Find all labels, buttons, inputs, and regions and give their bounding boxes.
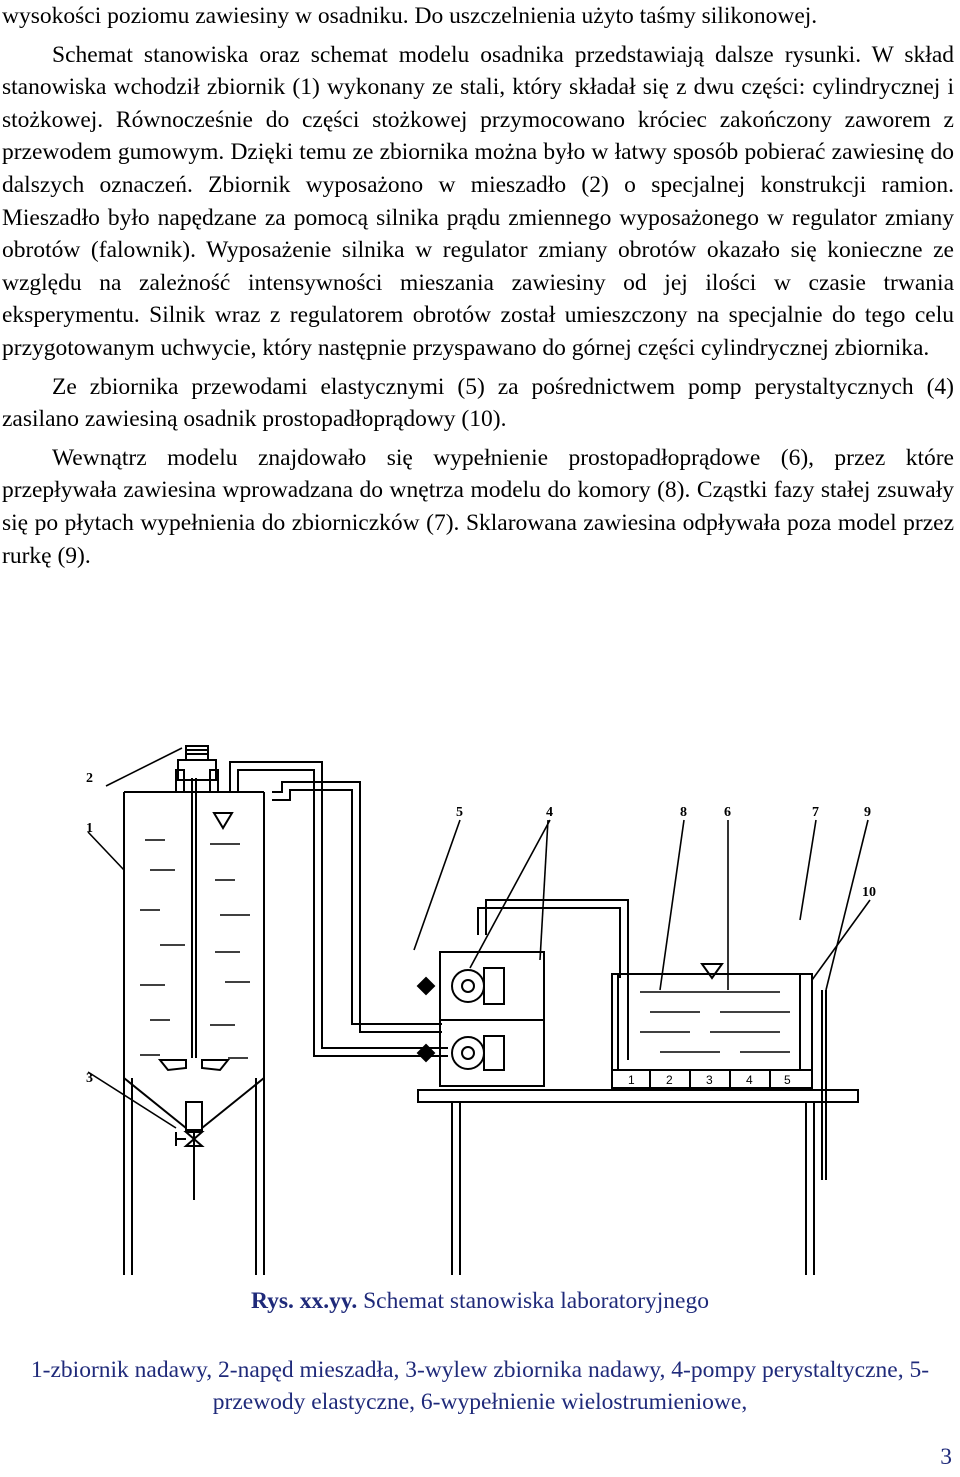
callout-label: 8 [680,805,687,820]
callout-label: 3 [86,1071,93,1086]
page-number: 3 [940,1444,952,1470]
callout-label: 2 [86,771,93,786]
lab-stand-diagram [0,720,960,1280]
callout-label: 5 [456,805,463,820]
compartment-label: 4 [746,1073,753,1087]
compartment-label: 5 [784,1073,791,1087]
figure-number: Rys. xx.yy. [250,1288,358,1314]
figure-title: Schemat stanowiska laboratoryjnego [357,1288,709,1314]
peristaltic-pumps [418,952,544,1086]
settling-model [612,964,826,1180]
callout-label: 9 [864,805,871,820]
paragraph-1: wysokości poziomu zawiesiny w osadniku. Do uszczelnienia użyto taśmy silikonowej. [2,3,818,29]
compartment-label: 1 [628,1073,635,1087]
callout-label: 10 [862,885,876,900]
paragraph-4: Wewnątrz modelu znajdowało się wypełnienie prostopadłoprądowe (6), przez które przepływała zawiesina wprowadzana do wnętrza modelu do komory (8). Cząstki fazy stałej zsuwały się po płytach wypełnienia do zbiorniczków (7). Sklarowana zawiesina odpływała poza model przez rurkę (9). [2,444,954,569]
paragraph-2: Schemat stanowiska oraz schemat modelu osadnika przedstawiają dalsze rysunki. W skład stanowiska wchodził zbiornik (1) wykonany ze stali, który składał się z dwu części: cylindrycznej i stożkowej. Równocześnie do części stożkowej przymocowano króciec zakończony zaworem z przewodem gumowym. Dzięki temu ze zbiornika można było w łatwy sposób pobierać zawiesinę do dalszych oznaczeń. Zbiornik wyposażono w mieszadło (2) o specjalnej konstrukcji ramion. Mieszadło było napędzane za pomocą silnika prądu zmiennego wyposażonego w regulator zmiany obrotów (falownik). Wyposażenie silnika w regulator zmiany obrotów okazało się konieczne ze względu na zależność intensywności mieszania zawiesiny od jej ilości w czasie trwania eksperymentu. Silnik wraz z regulatorem obrotów został umieszczony na specjalnie do tego celu przygotowanym uchwycie, który następnie przyspawano do górnej części cylindrycznej zbiornika. [2,41,954,361]
callout-label: 7 [812,805,819,820]
callout-label: 1 [86,821,93,836]
body-text [2,0,954,572]
compartment-label: 3 [706,1073,713,1087]
figure-legend: 1-zbiornik nadawy, 2-napęd mieszadła, 3-wylew zbiornika nadawy, 4-pompy perystaltyczne, 5-przewody elastyczne, 6-wypełnienie wielostrumieniowe, [30,1357,930,1415]
figure-caption [0,1288,960,1315]
callout-label: 4 [546,805,553,820]
callout-label: 6 [724,805,731,820]
feed-tank [124,746,264,1275]
compartment-label: 2 [666,1073,673,1087]
paragraph-3: Ze zbiornika przewodami elastycznymi (5) za pośrednictwem pomp perystaltycznych (4) zasilano zawiesiną osadnik prostopadłoprądowy (10). [2,373,954,433]
table [418,1090,858,1275]
